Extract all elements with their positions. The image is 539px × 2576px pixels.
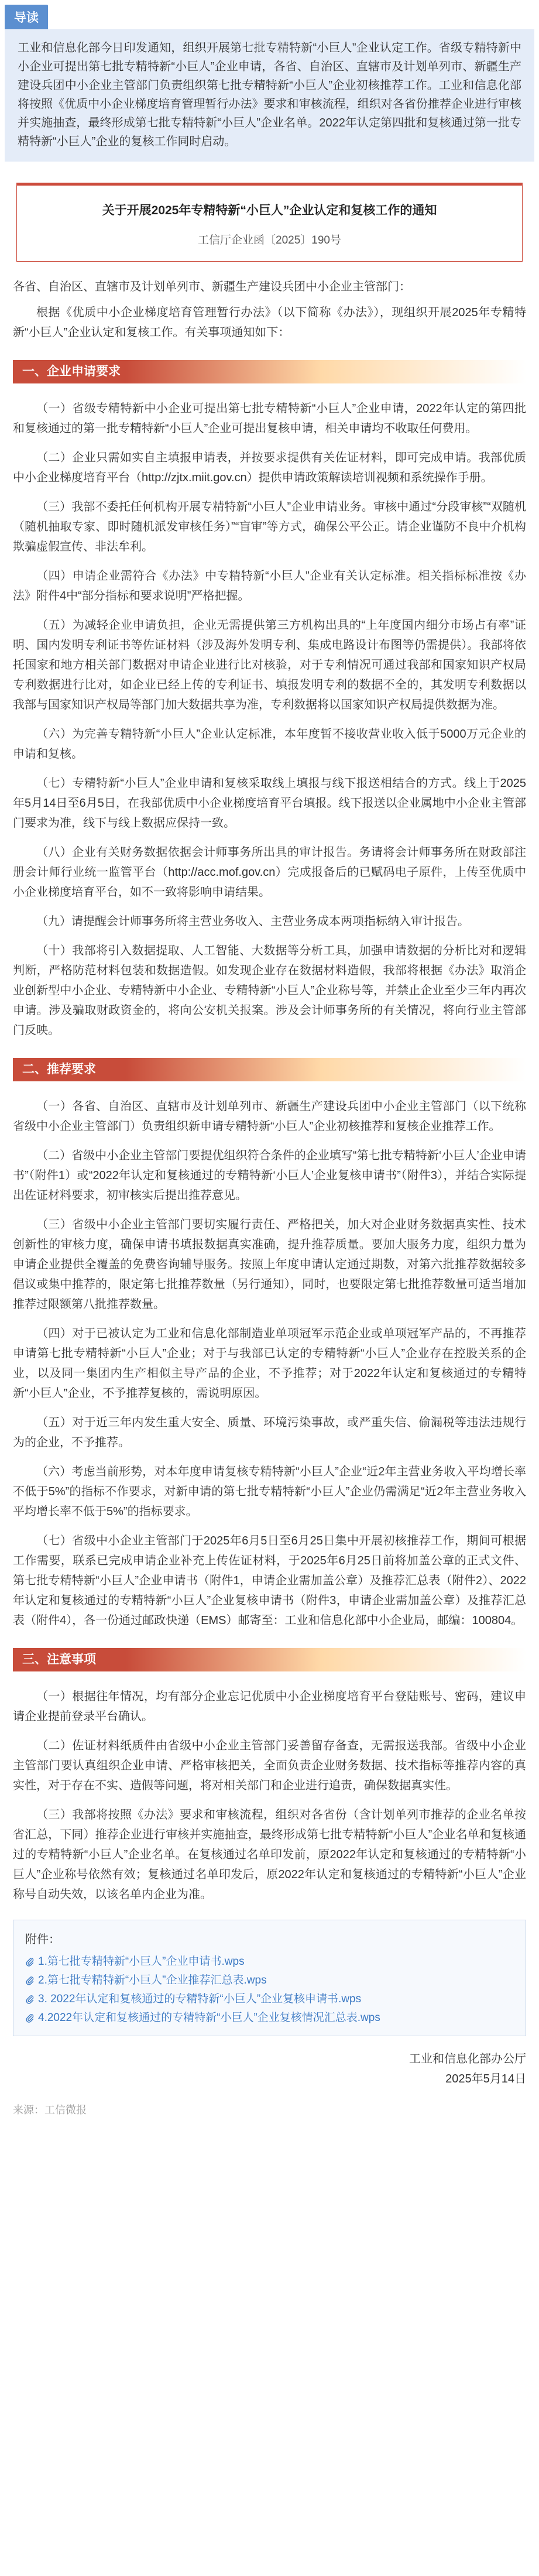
paragraph: （四）对于已被认定为工业和信息化部制造业单项冠军示范企业或单项冠军产品的，不再推荐申请第七批专精特新“小巨人”企业；对于与我部已认定的专精特新“小巨人”企业存在控股关系的企业，以及同一集团内生产相似主导产品的企业，不予推荐；对于2022年认定和复核通过的专精特新“小巨人”企业，不予推荐复核的，需说明原因。 (13, 1327, 526, 1400)
section-heading-1 (13, 360, 526, 383)
paragraph: （七）省级中小企业主管部门于2025年6月5日至6月25日集中开展初核推荐工作，期间可根据工作需要，联系已完成申请企业补充上传佐证材料，于2025年6月25日前将加盖公章的正式文件、第七批专精特新“小巨人”企业申请书（附件1，申请企业需加盖公章）及推荐汇总表（附件2）、2022年认定和复核通过的专精特新“小巨人”企业复核申请书（附件3，申请企业需加盖公章）及推荐汇总表（附件4），各一份通过邮政快递（EMS）邮寄至：工业和信息化部中小企业局，邮编：100804。 (13, 1534, 526, 1627)
attachment-name: 2.第七批专精特新“小巨人”企业推荐汇总表.wps (38, 1974, 267, 1986)
attachment-name: 3. 2022年认定和复核通过的专精特新“小巨人”企业复核申请书.wps (38, 1993, 362, 2005)
section-heading-text: 三、注意事项 (22, 1653, 96, 1666)
paperclip-icon (25, 1957, 35, 1967)
section-heading-2 (13, 1058, 526, 1081)
attachment-link-2[interactable] (25, 1971, 514, 1990)
paragraph: （三）我部将按照《办法》要求和审核流程，组织对各省份（含计划单列市推荐的企业名单按省汇总，下同）推荐企业进行审核并实施抽查，最终形成第七批专精特新“小巨人”企业名单和复核通过的专精特新“小巨人”企业名单。在复核通过名单印发前，原2022年认定和复核通过的专精特新“小巨人”企业称号依然有效；复核通过名单印发后，原2022年认定和复核通过的专精特新“小巨人”企业称号自动失效，以该名单内企业为准。 (13, 1808, 526, 1901)
attachment-link-3[interactable] (25, 1990, 514, 2009)
article-body (0, 277, 539, 2117)
paragraph: （六）为完善专精特新“小巨人”企业认定标准，本年度暂不接收营业收入低于5000万元企业的申请和复核。 (13, 728, 526, 761)
source-credit: 来源：工信微报 (13, 2104, 87, 2116)
paragraph: （六）考虑当前形势，对本年度申请复核专精特新“小巨人”企业“近2年主营业务收入平均增长率不低于5%”的指标不作要求，对新申请的第七批专精特新“小巨人”企业仍需满足“近2年主营业务收入平均增长率不低于5%”的指标要求。 (13, 1465, 526, 1518)
paragraph: （五）对于近三年内发生重大安全、质量、环境污染事故，或严重失信、偷漏税等违法违规行为的企业，不予推荐。 (13, 1416, 526, 1449)
notice-title: 关于开展2025年专精特新“小巨人”企业认定和复核工作的通知 (102, 204, 437, 217)
paragraph: （一）省级专精特新中小企业可提出第七批专精特新“小巨人”企业申请，2022年认定的第四批和复核通过的第一批专精特新“小巨人”企业可提出复核申请，相关申请均不收取任何费用。 (13, 402, 526, 435)
paragraph: （四）申请企业需符合《办法》中专精特新“小巨人”企业有关认定标准。相关指标标准按《办法》附件4中“部分指标和要求说明”严格把握。 (13, 570, 526, 602)
attachment-link-1[interactable] (25, 1952, 514, 1971)
guide-label: 导读 (5, 5, 48, 29)
intro-paragraph: 根据《优质中小企业梯度培育管理暂行办法》（以下简称《办法》），现组织开展2025年专精特新“小巨人”企业认定和复核工作。有关事项通知如下： (13, 306, 526, 339)
signature-date: 2025年5月14日 (445, 2073, 526, 2085)
attachment-name: 4.2022年认定和复核通过的专精特新“小巨人”企业复核情况汇总表.wps (38, 2012, 380, 2024)
paragraph: （十）我部将引入数据提取、人工智能、大数据等分析工具，加强申请数据的分析比对和逻辑判断，严格防范材料包装和数据造假。如发现企业存在数据材料造假，我部将根据《办法》取消企业创新型中小企业、专精特新中小企业、专精特新“小巨人”企业称号等，并禁止企业至少三年内再次申请。涉及骗取财政资金的，将向公安机关报案。涉及会计师事务所的有关情况，将向行业主管部门反映。 (13, 944, 526, 1037)
paragraph: （五）为减轻企业申请负担，企业无需提供第三方机构出具的“上年度国内细分市场占有率”证明、国内发明专利证书等佐证材料（涉及海外发明专利、集成电路设计布图等仍需提供）。我部将依托国家和地方相关部门数据对申请企业进行比对核验，对于专利情况可通过我部和国家知识产权局专利数据进行比对，如企业已经上传的专利证书、填报发明专利的数据不全的，其发明专利数据以我部与国家知识产权局等部门加大数据共享为准，专利数据将以国家知识产权局提供数据为准。 (13, 619, 526, 711)
guide-text: 工业和信息化部今日印发通知，组织开展第七批专精特新“小巨人”企业认定工作。省级专精特新中小企业可提出第七批专精特新“小巨人”企业申请，各省、自治区、直辖市及计划单列市、新疆生产建设兵团中小企业主管部门负责组织第七批专精特新“小巨人”企业初核推荐工作。工业和信息化部将按照《优质中小企业梯度培育管理暂行办法》要求和审核流程，组织对各省份推荐企业进行审核并实施抽查，最终形成第七批专精特新“小巨人”企业名单。2022年认定第四批和复核通过第一批专精特新“小巨人”企业的复核工作同时启动。 (5, 29, 534, 162)
attachments-label: 附件： (25, 1933, 60, 1946)
paperclip-icon (25, 1995, 35, 2004)
paragraph: （一）各省、自治区、直辖市及计划单列市、新疆生产建设兵团中小企业主管部门（以下统称省级中小企业主管部门）负责组织新申请专精特新“小巨人”企业初核推荐和复核企业推荐工作。 (13, 1100, 526, 1133)
paperclip-icon (25, 2013, 35, 2023)
attachment-link-4[interactable] (25, 2009, 514, 2027)
paragraph: （七）专精特新“小巨人”企业申请和复核采取线上填报与线下报送相结合的方式。线上于2025年5月14日至6月5日，在我部优质中小企业梯度培育平台填报。线下报送以企业属地中小企业主管部门要求为准，线下与线上数据应保持一致。 (13, 777, 526, 830)
paragraph: （二）省级中小企业主管部门要提优组织符合条件的企业填写“第七批专精特新‘小巨人’企业申请书”（附件1）或“2022年认定和复核通过的专精特新‘小巨人’企业复核申请书”（附件3），并结合实际提出佐证材料要求，初审核实后提出推荐意见。 (13, 1149, 526, 1202)
section-heading-text: 二、推荐要求 (22, 1063, 96, 1076)
attachment-name: 1.第七批专精特新“小巨人”企业申请书.wps (38, 1955, 245, 1968)
paragraph: （八）企业有关财务数据依据会计师事务所出具的审计报告。务请将会计师事务所在财政部注册会计师行业统一监管平台（http://acc.mof.gov.cn）完成报备后的已赋码电子原件，上传至优质中小企业梯度培育平台，如不一致将影响申请结果。 (13, 846, 526, 899)
signature-block (13, 2049, 526, 2089)
signature-office: 工业和信息化部办公厅 (409, 2053, 526, 2065)
paragraph: （二）佐证材料纸质件由省级中小企业主管部门妥善留存备查，无需报送我部。省级中小企业主管部门要认真组织企业申请、严格审核把关，全面负责企业财务数据、技术指标等推荐内容的真实性，对于存在不实、造假等问题，将对相关部门和企业进行追责，确保数据真实性。 (13, 1739, 526, 1792)
paragraph: （二）企业只需如实自主填报申请表，并按要求提供有关佐证材料，即可完成申请。我部优质中小企业梯度培育平台（http://zjtx.miit.gov.cn）提供申请政策解读培训视频和系统操作手册。 (13, 451, 526, 484)
paragraph: （三）省级中小企业主管部门要切实履行责任、严格把关，加大对企业财务数据真实性、技术创新性的审核力度，确保申请书填报数据真实准确，提升推荐质量。要加大服务力度，组织力量为申请企业提供全覆盖的免费咨询辅导服务。按照上年度申请认定通过期数，对第六批推荐数据较多倡议或集中推荐的，限定第七批推荐数量（另行通知），同时，也要限定第七批推荐数量可适当增加推荐过限额第八批推荐数量。 (13, 1218, 526, 1311)
section-heading-text: 一、企业申请要求 (22, 365, 121, 378)
notice-header (16, 183, 523, 262)
notice-doc-number: 工信厅企业函〔2025〕190号 (198, 234, 341, 246)
attachments-box (13, 1920, 526, 2036)
paragraph: （九）请提醒会计师事务所将主营业务收入、主营业务成本两项指标纳入审计报告。 (36, 915, 469, 928)
section-heading-3 (13, 1648, 526, 1671)
guide-block (5, 5, 534, 162)
paragraph: （三）我部不委托任何机构开展专精特新“小巨人”企业申请业务。审核中通过“分段审核”“双随机（随机抽取专家、即时随机派发审核任务）”“盲审”等方式，确保公平公正。请企业谨防不良中介机构欺骗虚假宣传、非法牟利。 (13, 501, 526, 553)
salutation: 各省、自治区、直辖市及计划单列市、新疆生产建设兵团中小企业主管部门： (13, 280, 411, 293)
paperclip-icon (25, 1976, 35, 1985)
paragraph: （一）根据往年情况，均有部分企业忘记优质中小企业梯度培育平台登陆账号、密码，建议申请企业提前登录平台确认。 (13, 1690, 526, 1723)
